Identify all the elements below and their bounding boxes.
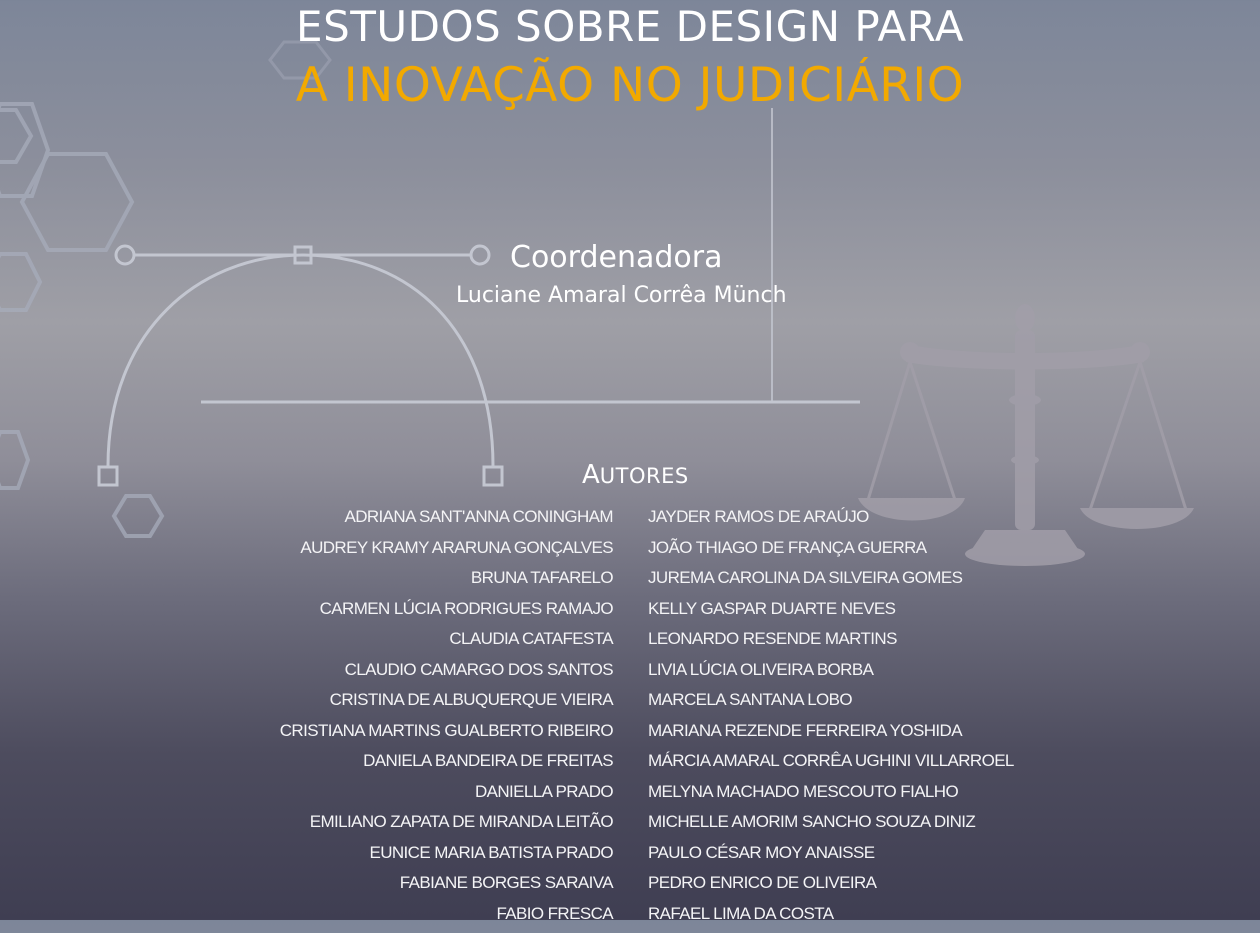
author-name: CRISTIANA MARTINS GUALBERTO RIBEIRO <box>280 720 613 751</box>
author-name: CRISTINA DE ALBUQUERQUE VIEIRA <box>280 689 613 720</box>
author-name: JOÃO THIAGO DE FRANÇA GUERRA <box>648 537 1014 568</box>
author-name: DANIELA BANDEIRA DE FREITAS <box>280 750 613 781</box>
author-name: JUREMA CAROLINA DA SILVEIRA GOMES <box>648 567 1014 598</box>
author-name: AUDREY KRAMY ARARUNA GONÇALVES <box>280 537 613 568</box>
author-name: PAULO CÉSAR MOY ANAISSE <box>648 842 1014 873</box>
author-name: BRUNA TAFARELO <box>280 567 613 598</box>
author-name: MELYNA MACHADO MESCOUTO FIALHO <box>648 781 1014 812</box>
book-title-line-2: A INOVAÇÃO NO JUDICIÁRIO <box>0 58 1260 113</box>
coordinator-label: Coordenadora <box>510 240 722 275</box>
author-name: MARCELA SANTANA LOBO <box>648 689 1014 720</box>
author-name: KELLY GASPAR DUARTE NEVES <box>648 598 1014 629</box>
author-name: MICHELLE AMORIM SANCHO SOUZA DINIZ <box>648 811 1014 842</box>
authors-list-left <box>280 506 613 933</box>
author-name: FABIANE BORGES SARAIVA <box>280 872 613 903</box>
author-name: PEDRO ENRICO DE OLIVEIRA <box>648 872 1014 903</box>
author-name: CARMEN LÚCIA RODRIGUES RAMAJO <box>280 598 613 629</box>
author-name: LIVIA LÚCIA OLIVEIRA BORBA <box>648 659 1014 690</box>
bezier-curve-icon <box>99 246 502 485</box>
author-name: ADRIANA SANT'ANNA CONINGHAM <box>280 506 613 537</box>
author-name: EMILIANO ZAPATA DE MIRANDA LEITÃO <box>280 811 613 842</box>
author-name: RAFAEL LIMA DA COSTA <box>648 903 1014 933</box>
coordinator-name: Luciane Amaral Corrêa Münch <box>456 283 787 308</box>
hexagon-pattern <box>0 42 330 536</box>
author-name: DANIELLA PRADO <box>280 781 613 812</box>
author-name: FABIO FRESCA <box>280 903 613 933</box>
book-title-line-1: ESTUDOS SOBRE DESIGN PARA <box>0 2 1260 51</box>
author-name: MARIANA REZENDE FERREIRA YOSHIDA <box>648 720 1014 751</box>
author-name: CLAUDIO CAMARGO DOS SANTOS <box>280 659 613 690</box>
author-name: LEONARDO RESENDE MARTINS <box>648 628 1014 659</box>
author-name: MÁRCIA AMARAL CORRÊA UGHINI VILLARROEL <box>648 750 1014 781</box>
author-name: EUNICE MARIA BATISTA PRADO <box>280 842 613 873</box>
authors-list-right <box>648 506 1014 933</box>
authors-heading: AUTORES <box>582 460 689 490</box>
author-name: JAYDER RAMOS DE ARAÚJO <box>648 506 1014 537</box>
author-name: CLAUDIA CATAFESTA <box>280 628 613 659</box>
